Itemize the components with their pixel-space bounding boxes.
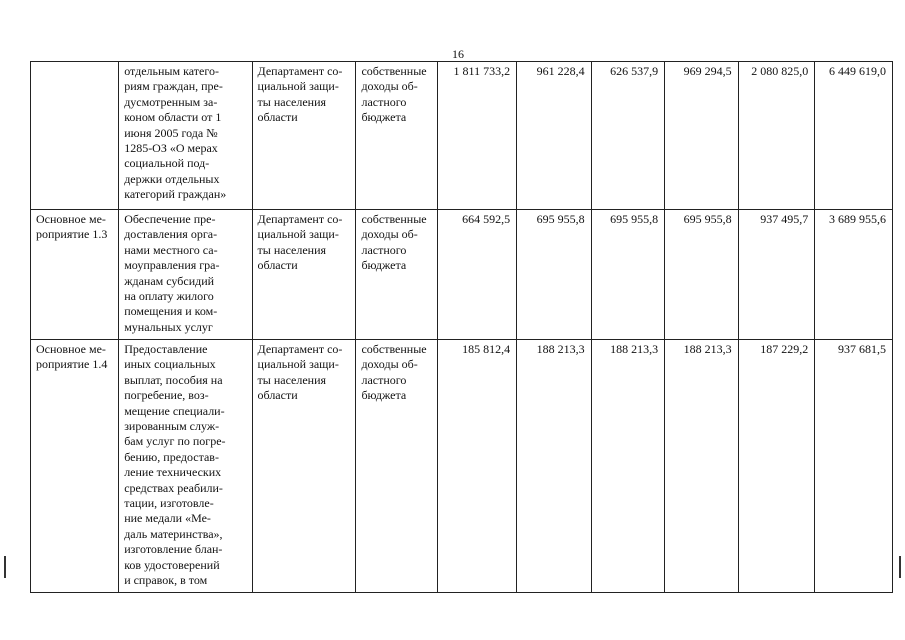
description-cell-line: дусмотренным за- (124, 94, 218, 109)
event-cell-line: Основное ме- (36, 342, 106, 356)
description-cell-line: бам услуг по погре- (124, 434, 226, 449)
executor-cell-line: ты населения (257, 372, 327, 387)
amount-cell: 969 294,5 (665, 62, 738, 210)
description-cell-line: Предоставление (124, 342, 208, 356)
description-cell-line: ление технических (124, 465, 222, 480)
funding-source-cell-line: ластного (361, 372, 407, 387)
description-cell-line: выплат, пособия на (124, 372, 223, 387)
funding-source-cell-line: бюджета (361, 110, 407, 125)
funding-source-cell-line: собственные (361, 64, 427, 78)
funding-source-cell (356, 62, 438, 210)
funding-source-cell-line: ластного (361, 94, 407, 109)
description-cell-line: и справок, в том (124, 573, 208, 588)
description-cell-line: держки отдельных (124, 171, 220, 186)
event-cell (31, 62, 119, 210)
description-cell-line: помещения и ком- (124, 304, 218, 319)
amount-cell: 695 955,8 (517, 210, 592, 340)
funding-source-cell-line: доходы об- (361, 227, 418, 242)
executor-cell-line: Департамент со- (257, 342, 343, 356)
event-cell-line: роприятие 1.4 (36, 357, 108, 372)
amount-cell: 1 811 733,2 (438, 62, 517, 210)
executor-cell-line: ты населения (257, 94, 327, 109)
description-cell-line: бению, предостав- (124, 449, 219, 464)
executor-cell-line: циальной защи- (257, 79, 339, 94)
funding-source-cell-line: доходы об- (361, 357, 418, 372)
description-cell-line: категорий граждан» (124, 187, 227, 202)
amount-cell: 188 213,3 (591, 340, 664, 593)
description-cell-line: отдельным катего- (124, 64, 219, 78)
event-cell-line: Основное ме- (36, 212, 106, 226)
description-cell-line: риям граждан, пре- (124, 79, 223, 94)
amount-cell: 3 689 955,6 (815, 210, 893, 340)
amount-cell: 937 495,7 (738, 210, 815, 340)
description-cell (119, 340, 252, 593)
amount-cell: 695 955,8 (665, 210, 738, 340)
description-cell (119, 210, 252, 340)
description-cell-line: социальной под- (124, 156, 210, 171)
event-cell (31, 210, 119, 340)
amount-cell: 937 681,5 (815, 340, 893, 593)
funding-source-cell (356, 210, 438, 340)
description-cell (119, 62, 252, 210)
table-row (31, 340, 893, 593)
amount-cell: 2 080 825,0 (738, 62, 815, 210)
executor-cell (252, 210, 356, 340)
amount-cell: 188 213,3 (665, 340, 738, 593)
description-cell-line: мунальных услуг (124, 319, 213, 334)
description-cell-line: коном области от 1 (124, 110, 222, 125)
description-cell-line: даль материнства», (124, 526, 223, 541)
executor-cell-line: циальной защи- (257, 357, 339, 372)
executor-cell (252, 340, 356, 593)
description-cell-line: тации, изготовле- (124, 496, 214, 511)
amount-cell: 188 213,3 (517, 340, 592, 593)
description-cell-line: доставления орга- (124, 227, 218, 242)
table-row (31, 62, 893, 210)
description-cell-line: иных социальных (124, 357, 216, 372)
executor-cell-line: циальной защи- (257, 227, 339, 242)
event-cell (31, 340, 119, 593)
description-cell-line: жданам субсидий (124, 273, 215, 288)
description-cell-line: ние медали «Ме- (124, 511, 211, 526)
budget-table (30, 61, 893, 593)
description-cell-line: моуправления гра- (124, 258, 220, 273)
executor-cell-line: области (257, 258, 298, 273)
page-number: 16 (452, 47, 464, 61)
description-cell-line: на оплату жилого (124, 289, 214, 304)
description-cell-line: нами местного са- (124, 242, 218, 257)
executor-cell-line: области (257, 388, 298, 403)
description-cell-line: 1285-ОЗ «О мерах (124, 141, 218, 156)
description-cell-line: июня 2005 года № (124, 125, 218, 140)
event-cell-line: роприятие 1.3 (36, 227, 108, 242)
amount-cell: 626 537,9 (591, 62, 664, 210)
amount-cell: 6 449 619,0 (815, 62, 893, 210)
amount-cell: 664 592,5 (438, 210, 517, 340)
funding-source-cell-line: собственные (361, 212, 427, 226)
executor-cell-line: Департамент со- (257, 212, 343, 226)
description-cell-line: средствах реабили- (124, 480, 223, 495)
amount-cell: 695 955,8 (591, 210, 664, 340)
description-cell-line: изготовление блан- (124, 542, 223, 557)
amount-cell: 961 228,4 (517, 62, 592, 210)
executor-cell-line: области (257, 110, 298, 125)
funding-source-cell-line: бюджета (361, 388, 407, 403)
table-row (31, 210, 893, 340)
funding-source-cell-line: ластного (361, 242, 407, 257)
amount-cell: 187 229,2 (738, 340, 815, 593)
funding-source-cell-line: собственные (361, 342, 427, 356)
executor-cell-line: Департамент со- (257, 64, 343, 78)
description-cell-line: мещение специали- (124, 403, 225, 418)
funding-source-cell-line: доходы об- (361, 79, 418, 94)
description-cell-line: зированным служ- (124, 419, 220, 434)
funding-source-cell-line: бюджета (361, 258, 407, 273)
left-margin-mark (4, 556, 6, 578)
right-margin-mark (899, 556, 901, 578)
description-cell-line: ков удостоверений (124, 557, 220, 572)
funding-source-cell (356, 340, 438, 593)
amount-cell: 185 812,4 (438, 340, 517, 593)
executor-cell-line: ты населения (257, 242, 327, 257)
description-cell-line: погребение, воз- (124, 388, 209, 403)
executor-cell (252, 62, 356, 210)
description-cell-line: Обеспечение пре- (124, 212, 216, 226)
